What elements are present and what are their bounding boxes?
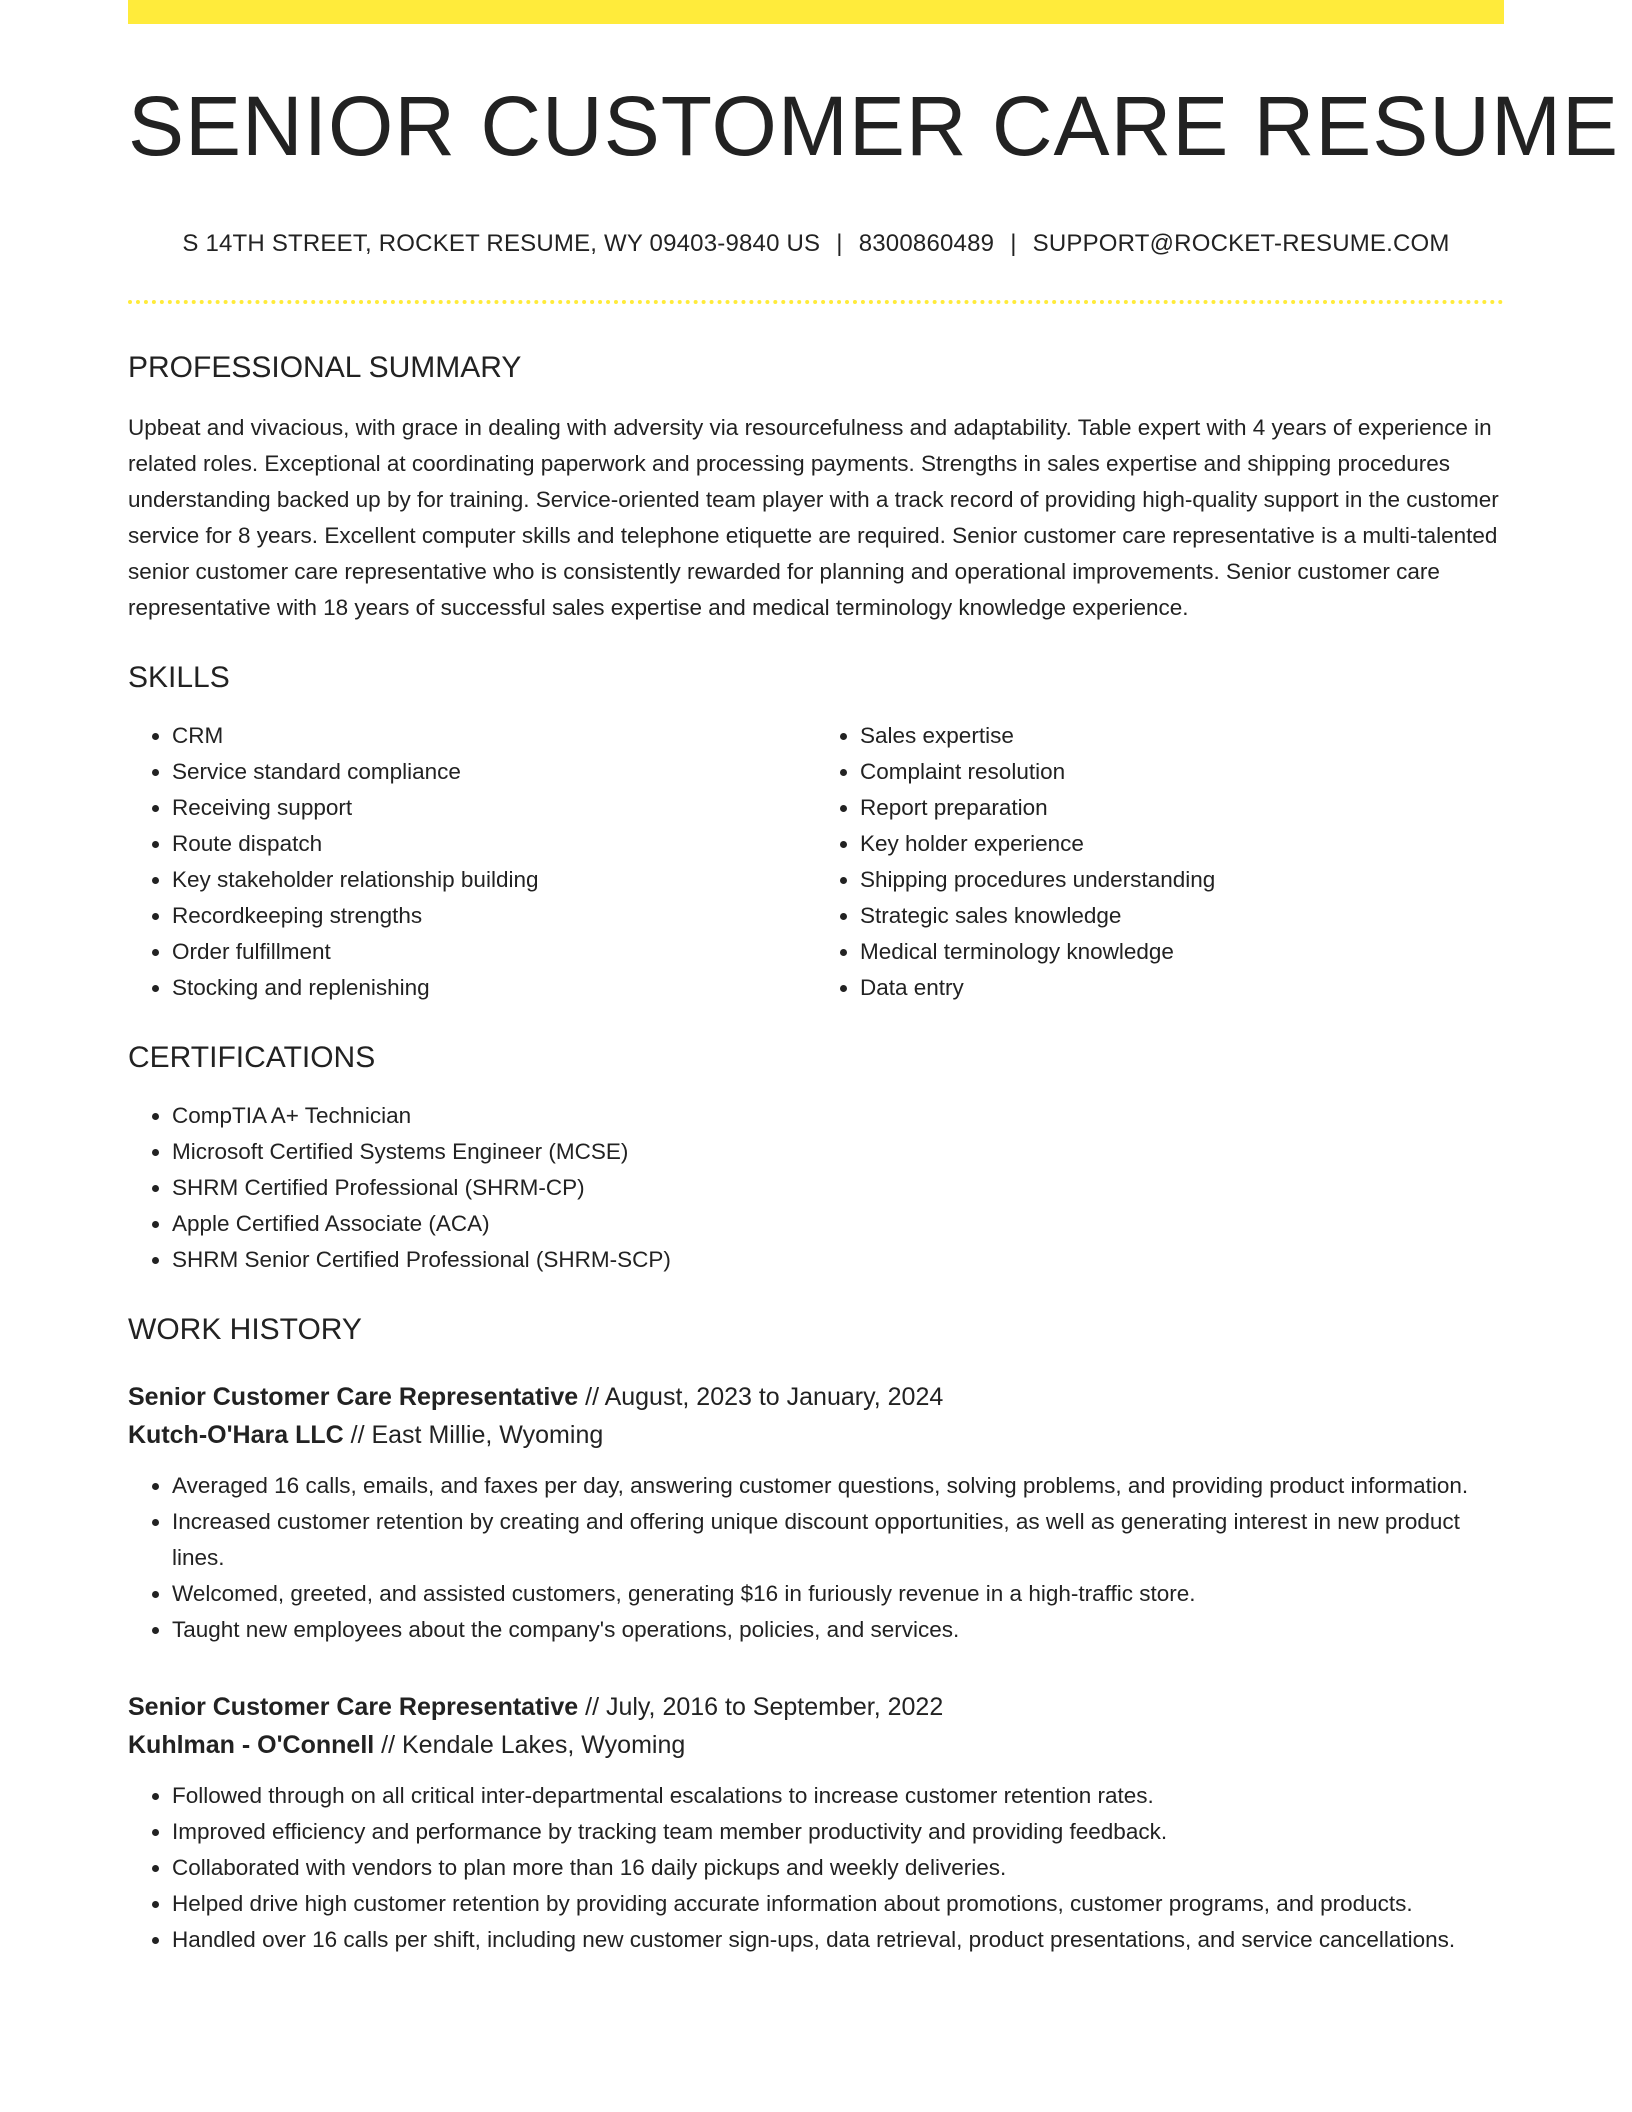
summary-heading: PROFESSIONAL SUMMARY: [128, 351, 522, 385]
skill-item: • Service standard compliance: [172, 754, 816, 790]
job-dates: // August, 2023 to January, 2024: [578, 1383, 944, 1412]
certification-item: • SHRM Certified Professional (SHRM-CP): [172, 1170, 1504, 1206]
job-role: Senior Customer Care Representative: [128, 1693, 579, 1722]
certification-item: • SHRM Senior Certified Professional (SHRM-SCP): [172, 1242, 1504, 1278]
contact-address: S 14TH STREET, ROCKET RESUME, WY 09403-9840 US: [182, 230, 821, 258]
job-entry: [128, 1688, 1504, 1958]
certification-item: • Apple Certified Associate (ACA): [172, 1206, 1504, 1242]
job-duty: • Taught new employees about the company's operations, policies, and services.: [172, 1612, 1504, 1648]
skill-item: • Order fulfillment: [172, 934, 816, 970]
dotted-divider: [128, 300, 1504, 304]
skills-list-right: [816, 718, 1504, 1006]
work-history-heading: WORK HISTORY: [128, 1313, 362, 1347]
accent-top-bar: [128, 0, 1504, 24]
skill-item: • Complaint resolution: [860, 754, 1504, 790]
job-duty: • Handled over 16 calls per shift, including new customer sign-ups, data retrieval, product presentations, and service cancellations.: [172, 1922, 1504, 1958]
job-title-line: [128, 1688, 1504, 1726]
job-dates: // July, 2016 to September, 2022: [578, 1693, 944, 1722]
job-duty: • Increased customer retention by creating and offering unique discount opportunities, as well as generating interest in new product lines.: [172, 1504, 1504, 1576]
job-company-line: [128, 1416, 1504, 1454]
contact-separator: |: [1010, 230, 1017, 258]
skill-item: • Key holder experience: [860, 826, 1504, 862]
job-location: // Kendale Lakes, Wyoming: [374, 1731, 686, 1760]
job-duties-list: [128, 1778, 1504, 1958]
skill-item: • Stocking and replenishing: [172, 970, 816, 1006]
certification-item: • Microsoft Certified Systems Engineer (MCSE): [172, 1134, 1504, 1170]
skill-item: • Report preparation: [860, 790, 1504, 826]
job-duty: • Averaged 16 calls, emails, and faxes per day, answering customer questions, solving problems, and providing product information.: [172, 1468, 1504, 1504]
skill-item: • Shipping procedures understanding: [860, 862, 1504, 898]
job-title-line: [128, 1378, 1504, 1416]
contact-email: SUPPORT@ROCKET-RESUME.COM: [1032, 230, 1450, 258]
skill-item: • Key stakeholder relationship building: [172, 862, 816, 898]
skill-item: • Data entry: [860, 970, 1504, 1006]
contact-separator: |: [836, 230, 843, 258]
job-role: Senior Customer Care Representative: [128, 1383, 579, 1412]
job-duty: • Welcomed, greeted, and assisted customers, generating $16 in furiously revenue in a high-traffic store.: [172, 1576, 1504, 1612]
job-duty: • Collaborated with vendors to plan more than 16 daily pickups and weekly deliveries.: [172, 1850, 1504, 1886]
job-duty: • Helped drive high customer retention by providing accurate information about promotions, customer programs, and products.: [172, 1886, 1504, 1922]
skill-item: • Route dispatch: [172, 826, 816, 862]
resume-page: [128, 0, 1619, 1958]
skill-item: • Sales expertise: [860, 718, 1504, 754]
contact-phone: 8300860489: [858, 230, 995, 258]
job-company: Kuhlman - O'Connell: [128, 1731, 375, 1760]
skills-list-left: [128, 718, 816, 1006]
resume-title: SENIOR CUSTOMER CARE RESUME: [128, 79, 1619, 173]
skill-item: • Medical terminology knowledge: [860, 934, 1504, 970]
skill-item: • Receiving support: [172, 790, 816, 826]
certifications-heading: CERTIFICATIONS: [128, 1041, 376, 1075]
contact-line: [128, 230, 1504, 258]
job-company-line: [128, 1726, 1504, 1764]
job-duties-list: [128, 1468, 1504, 1648]
summary-text: Upbeat and vivacious, with grace in dealing with adversity via resourcefulness and adaptability. Table expert with 4 years of experience in related roles. Exceptional at coordinating paperwork and processing payments. Strengths in sales expertise and shipping procedures understanding backed up by for training. Service-oriented team player with a track record of providing high-quality support in the customer service for 8 years. Excellent computer skills and telephone etiquette are required. Senior customer care representative is a multi-talented senior customer care representative who is consistently rewarded for planning and operational improvements. Senior customer care representative with 18 years of successful sales expertise and medical terminology knowledge experience.: [128, 415, 1499, 621]
certifications-list: [128, 1098, 1504, 1278]
skills-grid: [128, 718, 1504, 1006]
skill-item: • Strategic sales knowledge: [860, 898, 1504, 934]
skills-heading: SKILLS: [128, 661, 230, 695]
job-duty: • Followed through on all critical inter-departmental escalations to increase customer retention rates.: [172, 1778, 1504, 1814]
job-location: // East Millie, Wyoming: [343, 1421, 604, 1450]
skill-item: • Recordkeeping strengths: [172, 898, 816, 934]
certification-item: • CompTIA A+ Technician: [172, 1098, 1504, 1134]
job-entry: [128, 1378, 1504, 1648]
job-duty: • Improved efficiency and performance by tracking team member productivity and providing feedback.: [172, 1814, 1504, 1850]
skill-item: • CRM: [172, 718, 816, 754]
job-company: Kutch-O'Hara LLC: [128, 1421, 344, 1450]
